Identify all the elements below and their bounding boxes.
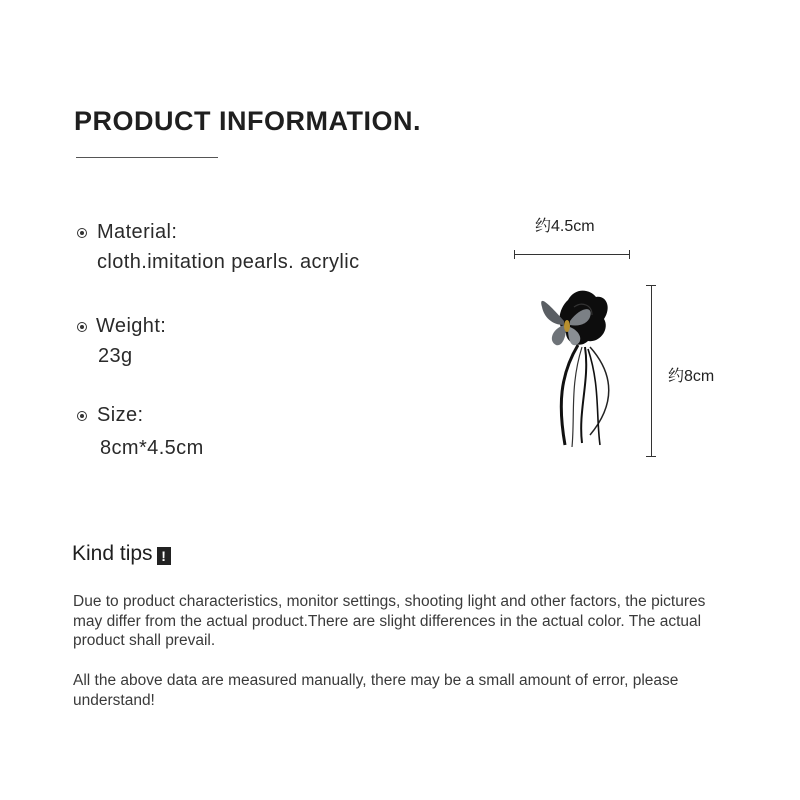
height-dimension-tick-top — [646, 285, 656, 286]
weight-bullet-icon — [77, 322, 87, 332]
kind-tips-heading — [72, 542, 171, 566]
width-dimension-line — [514, 254, 630, 255]
butterfly-hair-clip-icon — [530, 285, 630, 450]
page-title: PRODUCT INFORMATION. — [74, 106, 421, 136]
warning-icon: ! — [157, 547, 171, 565]
material-value: cloth.imitation pearls. acrylic — [97, 251, 360, 273]
width-dimension-tick-left — [514, 250, 515, 259]
weight-label: Weight: — [96, 315, 167, 337]
height-dimension-label: 约8cm — [668, 368, 715, 385]
title-underline — [76, 157, 218, 158]
width-dimension-label: 约4.5cm — [535, 218, 595, 235]
height-dimension-line — [651, 285, 652, 457]
material-label: Material: — [97, 221, 178, 243]
size-label: Size: — [97, 404, 144, 426]
width-dimension-tick-right — [629, 250, 630, 259]
measurement-note-paragraph: All the above data are measured manually, there may be a small amount of error, please understand! — [73, 672, 679, 709]
kind-tips-title: Kind tips — [72, 542, 153, 565]
height-dimension-tick-bottom — [646, 456, 656, 457]
disclaimer-paragraph: Due to product characteristics, monitor settings, shooting light and other factors, the pictures may differ from the actual product.There are slight differences in the actual color. The actual product shall prevail. — [73, 593, 706, 649]
weight-value: 23g — [98, 345, 133, 367]
size-value: 8cm*4.5cm — [100, 437, 204, 459]
size-bullet-icon — [77, 411, 87, 421]
material-bullet-icon — [77, 228, 87, 238]
